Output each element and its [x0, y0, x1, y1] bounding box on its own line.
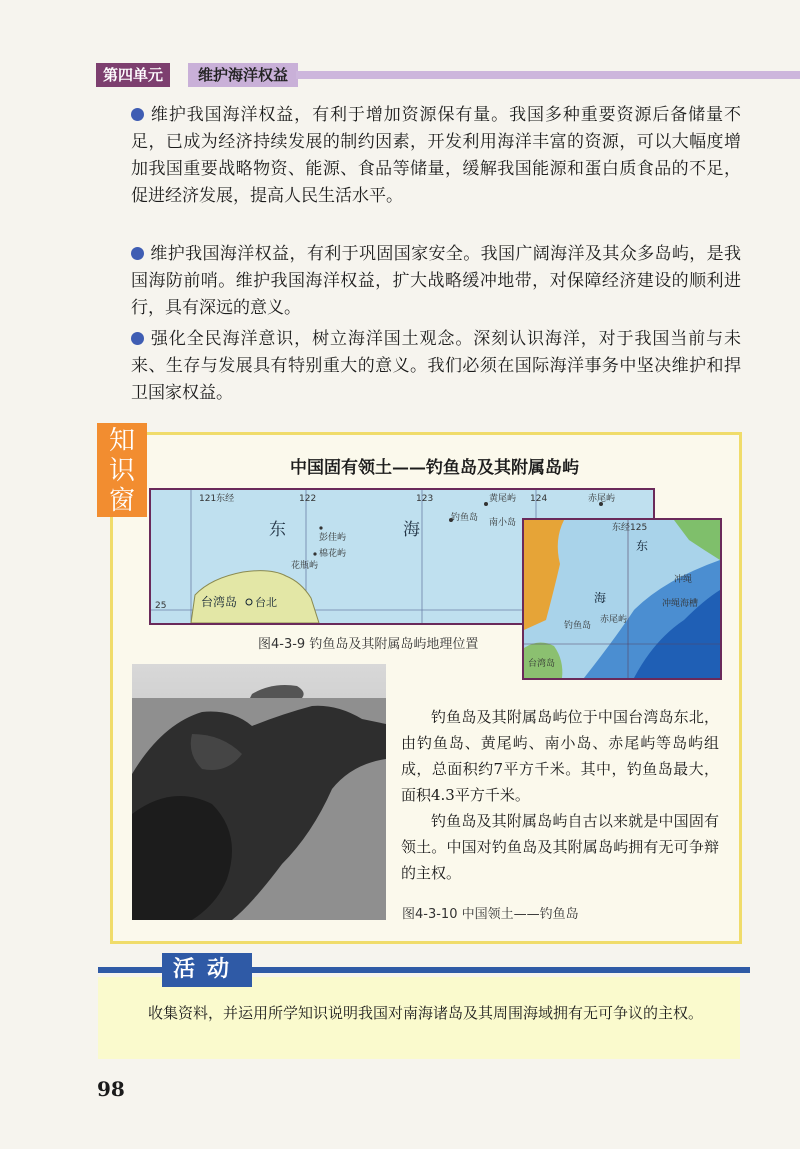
bullet-icon — [131, 332, 144, 345]
lon-122-label: 122 — [299, 494, 317, 504]
activity-label: 活动 — [162, 953, 252, 987]
lat-25-label: 25 — [155, 601, 167, 611]
diaoyu-island-photo — [132, 664, 386, 920]
knowledge-window-title: 中国固有领土——钓鱼岛及其附属岛屿 — [290, 458, 579, 478]
inset-svg — [524, 520, 720, 678]
knowledge-window-tab — [97, 423, 147, 517]
lon-121-label: 121东经 — [199, 494, 235, 504]
sea-label-east: 东 — [269, 520, 286, 540]
paragraph-text: 维护我国海洋权益，有利于增加资源保有量。我国多种重要资源后备储量不足，已成为经济持续发展的制约因素，开发利用海洋丰富的资源，可以大幅度增加我国重要战略物资、能源、食品等储量，缓解我国能源和蛋白质食品的不足，促进经济发展，提高人民生活水平。 — [131, 105, 741, 206]
lon-124-label: 124 — [530, 494, 548, 504]
photo-caption: 图4-3-10 中国领土——钓鱼岛 — [402, 907, 579, 922]
huaping-label: 花瓶屿 — [291, 561, 319, 571]
knowledge-window-label: 知识窗 — [108, 426, 135, 516]
paragraph-text: 强化全民海洋意识，树立海洋国土观念。深刻认识海洋，对于我国当前与未来、生存与发展具有特别重大的意义。我们必须在国际海洋事务中坚决维护和捍卫国家权益。 — [131, 329, 741, 403]
diaoyu-inset-map — [522, 518, 722, 680]
inset-trough-label: 冲绳海槽 — [662, 599, 699, 609]
map-caption: 图4-3-9 钓鱼岛及其附属岛屿地理位置 — [258, 637, 479, 652]
diaoyu-sovereignty: 钓鱼岛及其附属岛屿自古以来就是中国固有领土。中国对钓鱼岛及其附属岛屿拥有无可争辩的主权。 — [401, 812, 719, 882]
unit-title: 维护海洋权益 — [188, 63, 298, 87]
mianhua-label: 棉花屿 — [319, 549, 347, 559]
taibei-label: 台北 — [255, 596, 277, 609]
chiwei-label: 赤尾屿 — [588, 494, 616, 504]
photo-svg — [132, 664, 386, 920]
huangwei-label: 黄尾屿 — [489, 494, 517, 504]
pengjia-label: 彭佳屿 — [319, 533, 347, 543]
nanxiao-label: 南小岛 — [489, 518, 517, 528]
header-rule — [296, 71, 800, 79]
paragraph-resources — [131, 102, 741, 210]
lon-123-label: 123 — [416, 494, 434, 504]
inset-east-label: 东 — [636, 539, 649, 553]
unit-header — [96, 63, 800, 87]
inset-taiwan-label: 台湾岛 — [528, 659, 556, 669]
activity-text: 收集资料，并运用所学知识说明我国对南海诸岛及其周围海域拥有无可争议的主权。 — [148, 1004, 704, 1022]
page-number: 98 — [97, 1077, 125, 1101]
pengjia-dot — [313, 552, 316, 555]
bullet-icon — [131, 108, 144, 121]
inset-lon-label: 东经125 — [612, 523, 648, 533]
unit-label: 第四单元 — [96, 63, 170, 87]
inset-okinawa-label: 冲绳 — [674, 575, 693, 585]
inset-diaoyu-label: 钓鱼岛 — [564, 621, 592, 631]
paragraph-awareness — [131, 326, 741, 407]
mianhua-dot — [319, 526, 322, 529]
paragraph-text: 维护我国海洋权益，有利于巩固国家安全。我国广阔海洋及其众多岛屿，是我国海防前哨。维护我国海洋权益，扩大战略缓冲地带，对保障经济建设的顺利进行，具有深远的意义。 — [131, 244, 741, 318]
diaoyu-label: 钓鱼岛 — [451, 513, 479, 523]
huangwei-dot — [484, 502, 488, 506]
sea-label-sea: 海 — [403, 520, 420, 540]
paragraph-security — [131, 241, 741, 322]
diaoyu-description: 钓鱼岛及其附属岛屿位于中国台湾岛东北，由钓鱼岛、黄尾屿、南小岛、赤尾屿等岛屿组成，总面积约7平方千米。其中，钓鱼岛最大，面积4.3平方千米。 — [401, 708, 719, 804]
bullet-icon — [131, 247, 144, 260]
inset-chiwei-label: 赤尾屿 — [600, 615, 628, 625]
inset-sea-label: 海 — [594, 591, 607, 605]
taiwan-label: 台湾岛 — [201, 595, 238, 609]
